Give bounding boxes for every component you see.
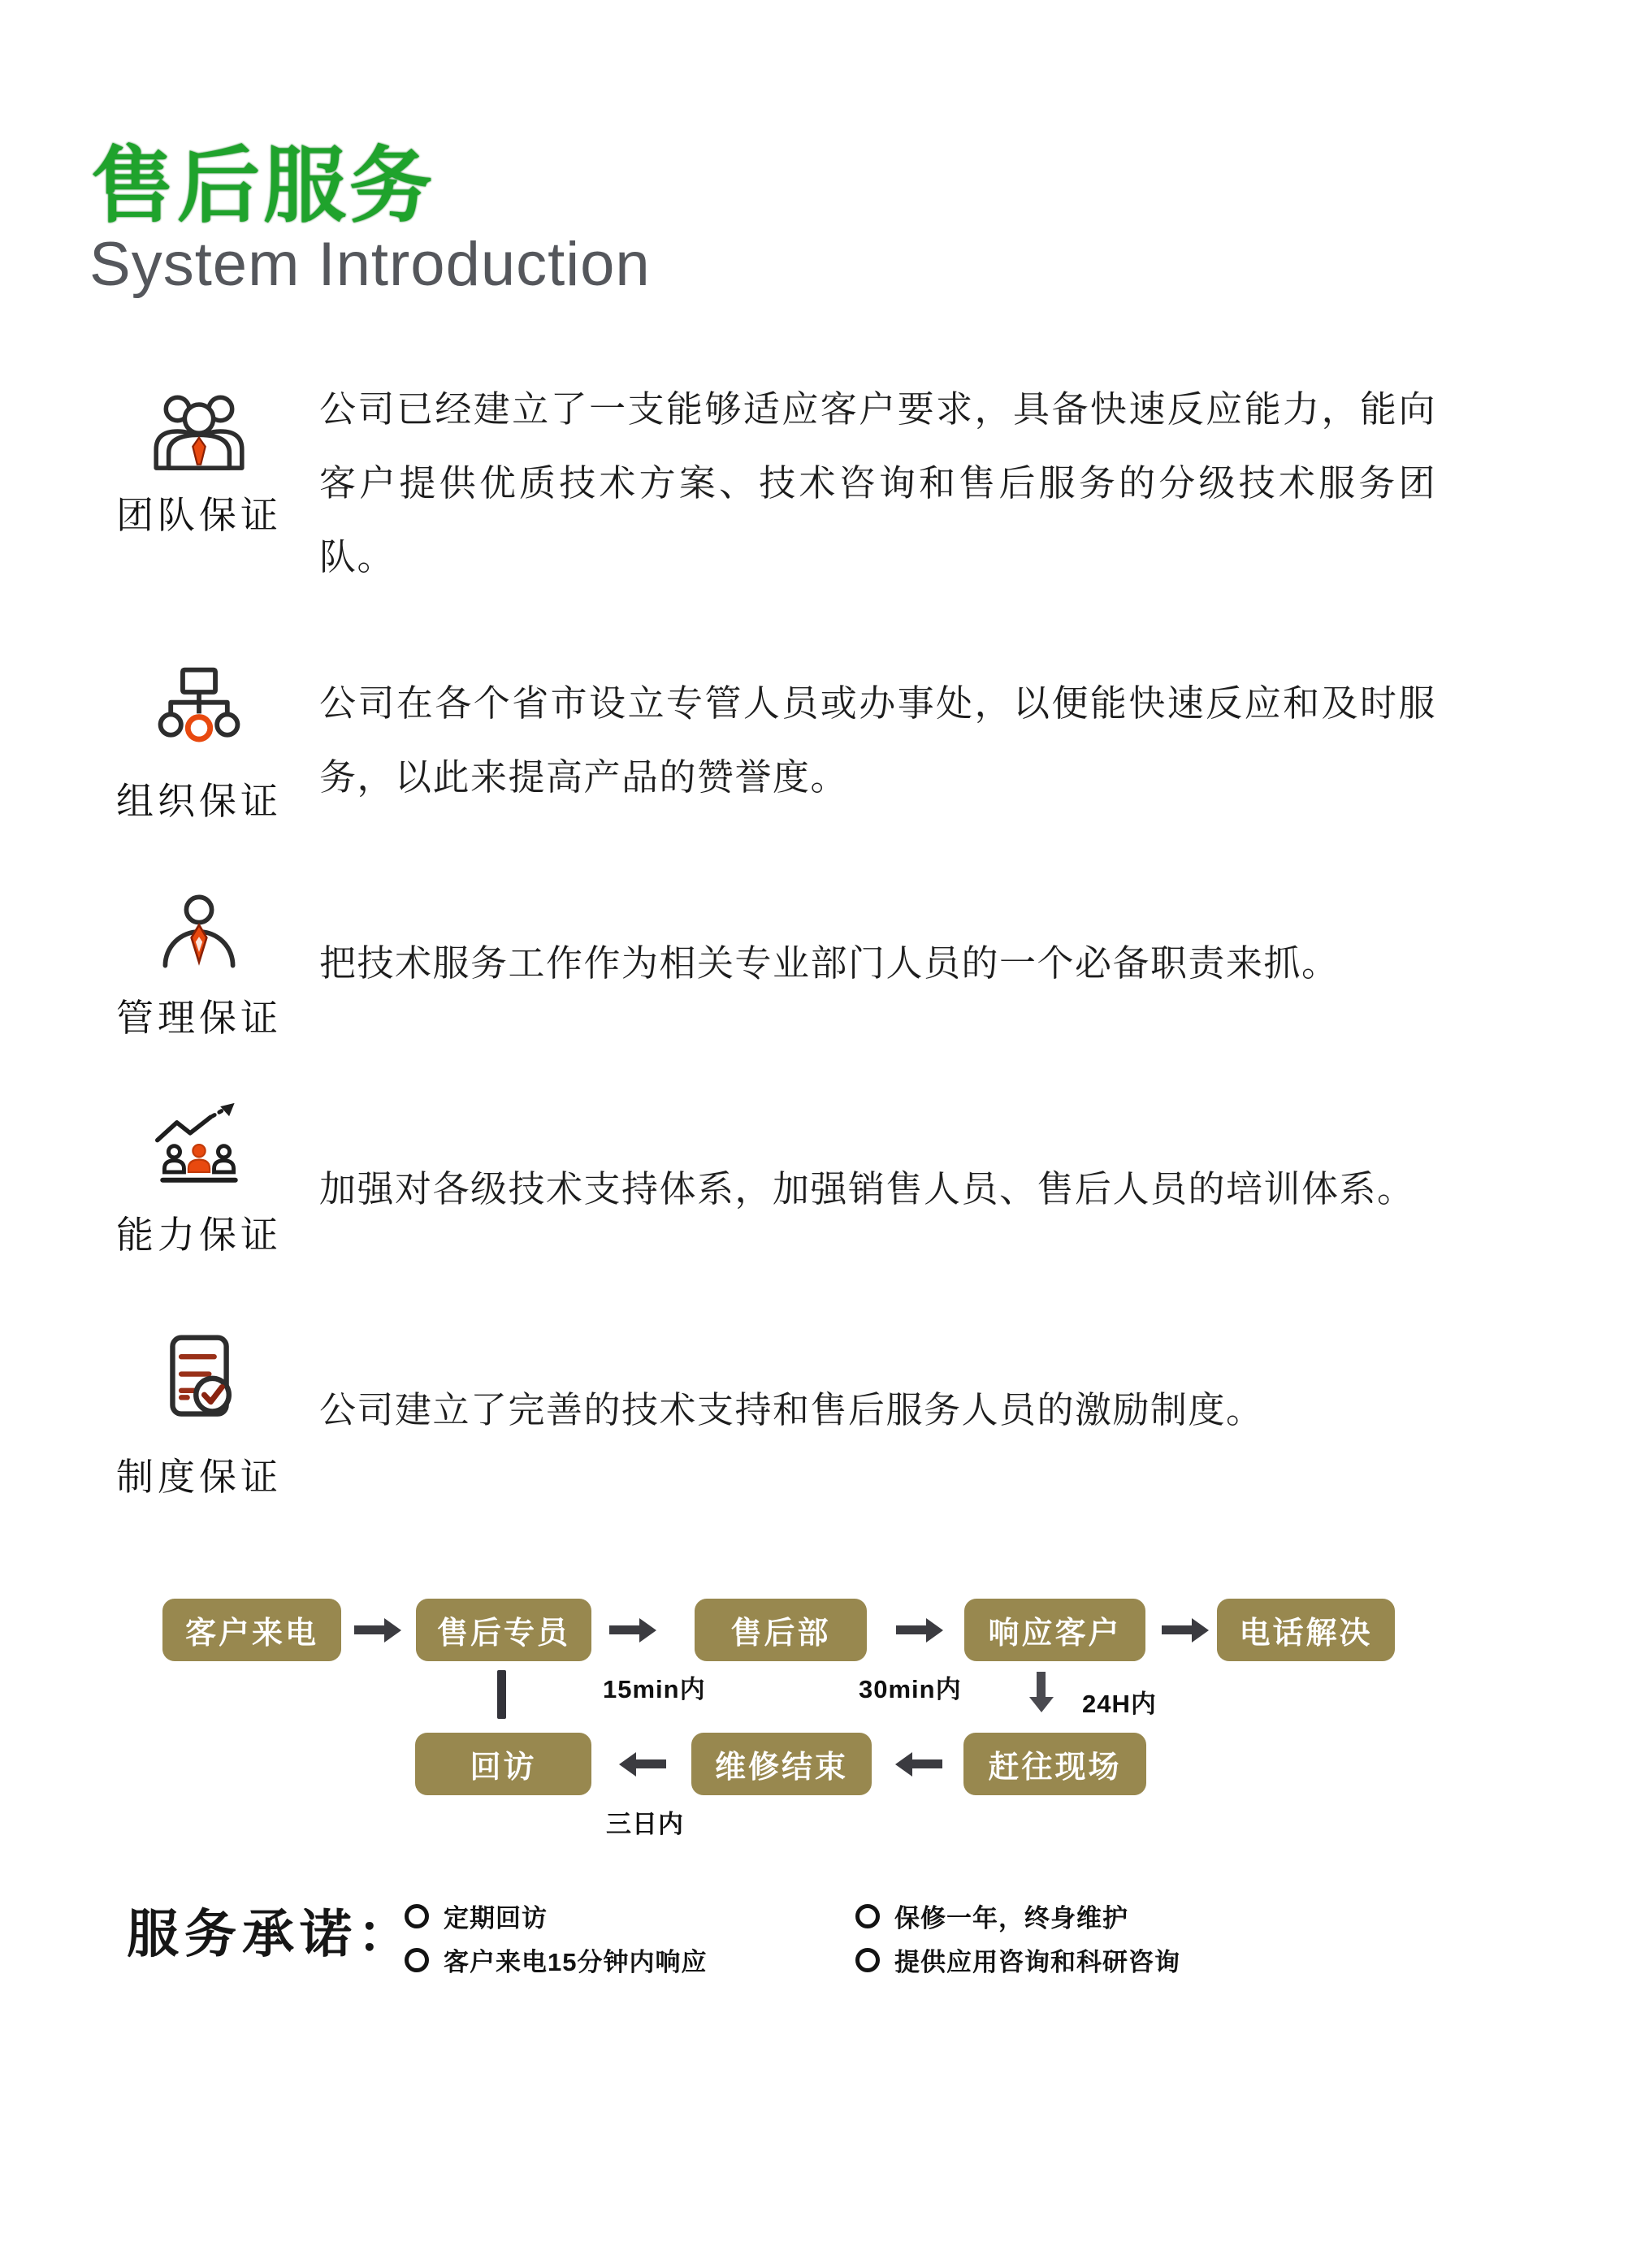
flow-box-service-specialist: 售后专员	[416, 1599, 591, 1661]
bullet-circle-icon	[855, 1904, 880, 1928]
guarantee-text: 把技术服务工作作为相关专业部门人员的一个必备职责来抓。	[319, 942, 1340, 984]
guarantee-text: 加强对各级技术支持体系，加强销售人员、售后人员的培训体系。	[319, 1168, 1415, 1210]
promise-item-text: 定期回访	[444, 1904, 548, 1933]
flow-box-follow-up: 回访	[415, 1733, 591, 1795]
bullet-circle-icon	[405, 1904, 429, 1928]
guarantee-icon-block	[102, 1332, 297, 1501]
arrow-right-icon	[609, 1625, 640, 1634]
guarantee-icon-block	[102, 1098, 297, 1259]
page-subtitle: System Introduction	[89, 230, 651, 299]
promise-item	[855, 1941, 1180, 1978]
manager-icon	[155, 889, 243, 974]
promise-item	[405, 1898, 548, 1934]
bullet-circle-icon	[405, 1948, 429, 1972]
promise-item-text: 客户来电15分钟内响应	[444, 1948, 708, 1976]
org-chart-icon	[152, 664, 246, 751]
arrow-right-icon	[896, 1625, 927, 1634]
guarantee-label: 管理保证	[116, 997, 282, 1039]
arrow-right-icon	[1162, 1625, 1193, 1634]
guarantee-icon-block	[102, 387, 297, 539]
promise-heading: 服务承诺：	[127, 1905, 415, 1963]
arrow-right-icon	[354, 1625, 385, 1634]
guarantee-label: 能力保证	[116, 1214, 282, 1256]
arrow-left-icon	[635, 1759, 666, 1768]
guarantee-label: 团队保证	[116, 494, 282, 536]
guarantee-text: 公司建立了完善的技术支持和售后服务人员的激励制度。	[319, 1389, 1264, 1430]
promise-item	[405, 1941, 707, 1978]
flow-box-go-on-site: 赶往现场	[963, 1733, 1146, 1795]
arrow-left-icon	[911, 1759, 942, 1768]
guarantee-icon-block	[102, 889, 297, 1042]
promise-item-text: 保修一年，终身维护	[894, 1904, 1128, 1933]
promise-item-text: 提供应用咨询和科研咨询	[894, 1948, 1180, 1976]
guarantee-icon-block	[102, 664, 297, 825]
flow-box-repair-done: 维修结束	[691, 1733, 872, 1795]
flow-box-customer-call: 客户来电	[162, 1599, 341, 1661]
flow-box-respond-customer: 响应客户	[964, 1599, 1145, 1661]
time-label-30min: 30min内	[859, 1675, 962, 1703]
growth-team-icon	[150, 1098, 248, 1189]
time-label-3days: 三日内	[606, 1810, 684, 1838]
team-icon	[145, 387, 253, 476]
time-label-15min: 15min内	[603, 1675, 706, 1703]
bullet-circle-icon	[855, 1948, 880, 1972]
page-title: 售后服务	[91, 140, 435, 232]
org-node-accent	[188, 717, 210, 739]
guarantee-label: 制度保证	[116, 1456, 282, 1498]
guarantee-text: 公司已经建立了一支能够适应客户要求，具备快速反应能力，能向客户提供优质技术方案、技术咨询和售后服务的分级技术服务团队。	[319, 388, 1436, 578]
flow-box-phone-resolve: 电话解决	[1217, 1599, 1395, 1661]
person-accent	[188, 1145, 210, 1172]
connector-line	[497, 1670, 506, 1719]
flow-box-service-dept: 售后部	[695, 1599, 867, 1661]
arrow-down-icon	[1037, 1672, 1046, 1698]
time-label-24h: 24H内	[1082, 1690, 1157, 1718]
guarantee-text: 公司在各个省市设立专管人员或办事处，以便能快速反应和及时服务，以此来提高产品的赞誉度。	[319, 682, 1436, 798]
guarantee-label: 组织保证	[116, 780, 282, 822]
policy-check-icon	[154, 1332, 245, 1428]
promise-item	[855, 1898, 1128, 1934]
